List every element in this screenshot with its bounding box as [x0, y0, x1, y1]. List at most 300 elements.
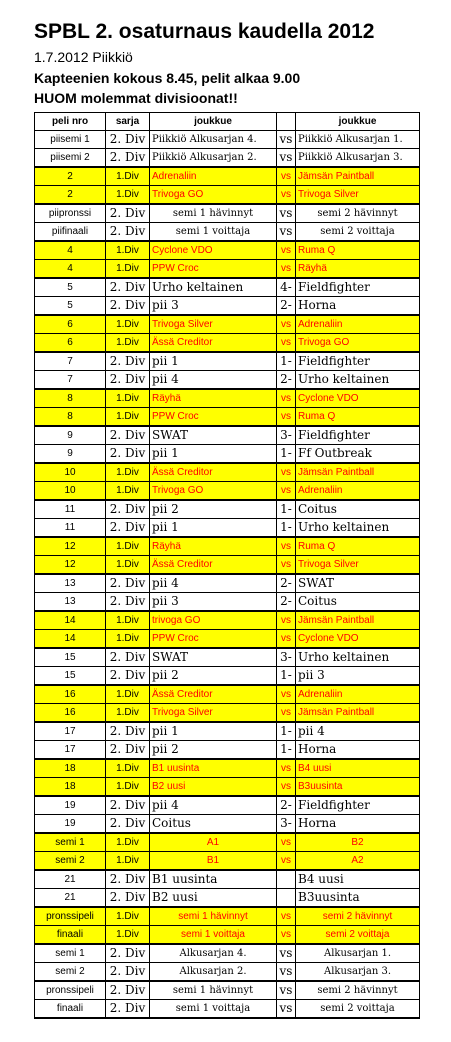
- cell-team2: Coitus: [296, 500, 420, 519]
- cell-game-nro: 16: [35, 685, 106, 704]
- table-row: [35, 389, 420, 408]
- cell-division: 2. Div: [106, 297, 150, 316]
- cell-game-nro: 12: [35, 556, 106, 575]
- cell-game-nro: 6: [35, 334, 106, 353]
- table-row: [35, 223, 420, 242]
- cell-game-nro: 8: [35, 408, 106, 427]
- table-row: [35, 315, 420, 334]
- table-row: [35, 667, 420, 686]
- cell-division: 1.Div: [106, 556, 150, 575]
- table-row: [35, 648, 420, 667]
- cell-team1: PPW Croc: [150, 408, 277, 427]
- cell-game-nro: semi 1: [35, 833, 106, 852]
- table-row: [35, 445, 420, 464]
- cell-team1: pii 3: [150, 297, 277, 316]
- cell-team1: Urho keltainen: [150, 278, 277, 297]
- cell-team1: semi 1 hävinnyt: [150, 907, 277, 926]
- table-row: [35, 537, 420, 556]
- table-row: [35, 870, 420, 889]
- table-row: [35, 611, 420, 630]
- cell-game-nro: piifinaali: [35, 223, 106, 242]
- cell-division: 2. Div: [106, 445, 150, 464]
- cell-vs: vs: [277, 1000, 296, 1019]
- cell-game-nro: piipronssi: [35, 204, 106, 223]
- table-row: [35, 963, 420, 982]
- cell-vs: 1-: [277, 500, 296, 519]
- cell-team1: B1 uusinta: [150, 870, 277, 889]
- cell-game-nro: 10: [35, 463, 106, 482]
- cell-team2: Adrenaliin: [296, 482, 420, 501]
- cell-division: 2. Div: [106, 741, 150, 760]
- cell-vs: vs: [277, 131, 296, 149]
- cell-team1: semi 1 voittaja: [150, 926, 277, 945]
- table-row: [35, 722, 420, 741]
- cell-game-nro: 13: [35, 574, 106, 593]
- table-row: [35, 334, 420, 353]
- cell-game-nro: 14: [35, 611, 106, 630]
- cell-vs: vs: [277, 852, 296, 871]
- cell-team1: A1: [150, 833, 277, 852]
- cell-team1: Trivoga GO: [150, 186, 277, 205]
- cell-team2: semi 2 hävinnyt: [296, 981, 420, 1000]
- cell-team1: Ässä Creditor: [150, 685, 277, 704]
- cell-game-nro: 13: [35, 593, 106, 612]
- cell-team1: pii 3: [150, 593, 277, 612]
- cell-division: 1.Div: [106, 537, 150, 556]
- cell-division: 1.Div: [106, 704, 150, 723]
- cell-division: 2. Div: [106, 131, 150, 149]
- cell-game-nro: 18: [35, 778, 106, 797]
- cell-vs: 3-: [277, 648, 296, 667]
- col-header-sarja: sarja: [106, 113, 150, 131]
- cell-team2: Adrenaliin: [296, 315, 420, 334]
- cell-vs: vs: [277, 389, 296, 408]
- cell-division: 2. Div: [106, 223, 150, 242]
- cell-division: 1.Div: [106, 778, 150, 797]
- table-row: [35, 131, 420, 149]
- cell-game-nro: 16: [35, 704, 106, 723]
- table-row: [35, 759, 420, 778]
- cell-team1: Trivoga Silver: [150, 315, 277, 334]
- cell-team1: Adrenaliin: [150, 167, 277, 186]
- cell-division: 1.Div: [106, 685, 150, 704]
- cell-team2: Fieldfighter: [296, 352, 420, 371]
- cell-division: 1.Div: [106, 833, 150, 852]
- cell-division: 2. Div: [106, 648, 150, 667]
- cell-division: 2. Div: [106, 870, 150, 889]
- event-date-location: 1.7.2012 Piikkiö: [34, 49, 133, 65]
- cell-team2: B3uusinta: [296, 889, 420, 908]
- cell-division: 2. Div: [106, 426, 150, 445]
- cell-division: 1.Div: [106, 389, 150, 408]
- cell-game-nro: 4: [35, 260, 106, 279]
- cell-vs: vs: [277, 463, 296, 482]
- cell-game-nro: 21: [35, 889, 106, 908]
- cell-team1: Piikkiö Alkusarjan 4.: [150, 131, 277, 149]
- cell-team2: Jämsän Paintball: [296, 167, 420, 186]
- table-row: [35, 704, 420, 723]
- cell-team2: Ruma Q: [296, 408, 420, 427]
- cell-vs: vs: [277, 685, 296, 704]
- table-row: [35, 944, 420, 963]
- cell-vs: 4-: [277, 278, 296, 297]
- cell-team1: Piikkiö Alkusarjan 2.: [150, 149, 277, 168]
- cell-game-nro: 19: [35, 796, 106, 815]
- cell-vs: vs: [277, 241, 296, 260]
- cell-game-nro: 2: [35, 167, 106, 186]
- cell-vs: 1-: [277, 667, 296, 686]
- cell-division: 2. Div: [106, 1000, 150, 1019]
- table-row: [35, 556, 420, 575]
- cell-team2: Cyclone VDO: [296, 630, 420, 649]
- cell-division: 2. Div: [106, 981, 150, 1000]
- table-row: [35, 482, 420, 501]
- cell-team2: Alkusarjan 1.: [296, 944, 420, 963]
- cell-division: 1.Div: [106, 334, 150, 353]
- cell-team2: semi 2 voittaja: [296, 223, 420, 242]
- cell-vs: vs: [277, 907, 296, 926]
- table-row: [35, 500, 420, 519]
- cell-vs: vs: [277, 482, 296, 501]
- cell-game-nro: piisemi 2: [35, 149, 106, 168]
- cell-team1: trivoga GO: [150, 611, 277, 630]
- table-row: [35, 352, 420, 371]
- cell-vs: [277, 870, 296, 889]
- cell-team2: Jämsän Paintball: [296, 704, 420, 723]
- cell-team1: Ässä Creditor: [150, 556, 277, 575]
- cell-team2: Ruma Q: [296, 537, 420, 556]
- table-row: [35, 833, 420, 852]
- cell-team1: pii 1: [150, 722, 277, 741]
- cell-game-nro: 21: [35, 870, 106, 889]
- cell-team1: semi 1 hävinnyt: [150, 981, 277, 1000]
- cell-game-nro: semi 2: [35, 963, 106, 982]
- cell-division: 2. Div: [106, 500, 150, 519]
- cell-team2: Jämsän Paintball: [296, 463, 420, 482]
- col-header-nro: peli nro: [35, 113, 106, 131]
- cell-team2: Ff Outbreak: [296, 445, 420, 464]
- cell-division: 2. Div: [106, 815, 150, 834]
- cell-team2: B4 uusi: [296, 759, 420, 778]
- cell-team2: Fieldfighter: [296, 278, 420, 297]
- table-row: [35, 815, 420, 834]
- cell-vs: 3-: [277, 426, 296, 445]
- cell-vs: vs: [277, 408, 296, 427]
- cell-team1: Trivoga GO: [150, 482, 277, 501]
- cell-vs: vs: [277, 963, 296, 982]
- table-row: [35, 408, 420, 427]
- table-row: [35, 778, 420, 797]
- table-row: [35, 463, 420, 482]
- cell-division: 1.Div: [106, 611, 150, 630]
- cell-team1: B1 uusinta: [150, 759, 277, 778]
- table-row: [35, 186, 420, 205]
- cell-vs: 1-: [277, 741, 296, 760]
- cell-team2: Horna: [296, 741, 420, 760]
- cell-team2: B3uusinta: [296, 778, 420, 797]
- cell-game-nro: piisemi 1: [35, 131, 106, 149]
- cell-game-nro: finaali: [35, 926, 106, 945]
- cell-division: 2. Div: [106, 352, 150, 371]
- cell-division: 1.Div: [106, 463, 150, 482]
- cell-division: 2. Div: [106, 796, 150, 815]
- cell-vs: vs: [277, 833, 296, 852]
- cell-vs: 2-: [277, 574, 296, 593]
- meeting-info: Kapteenien kokous 8.45, pelit alkaa 9.00: [34, 70, 301, 86]
- cell-team2: Fieldfighter: [296, 796, 420, 815]
- cell-team2: Trivoga Silver: [296, 556, 420, 575]
- cell-game-nro: 9: [35, 445, 106, 464]
- cell-team1: B2 uusi: [150, 778, 277, 797]
- cell-division: 2. Div: [106, 519, 150, 538]
- cell-team2: B4 uusi: [296, 870, 420, 889]
- cell-division: 2. Div: [106, 204, 150, 223]
- cell-team2: Piikkiö Alkusarjan 1.: [296, 131, 420, 149]
- cell-vs: vs: [277, 167, 296, 186]
- table-row: [35, 593, 420, 612]
- cell-vs: 1-: [277, 519, 296, 538]
- cell-team1: pii 2: [150, 500, 277, 519]
- table-row: [35, 426, 420, 445]
- cell-division: 1.Div: [106, 759, 150, 778]
- cell-game-nro: 7: [35, 352, 106, 371]
- table-row: [35, 1000, 420, 1019]
- cell-team1: Alkusarjan 4.: [150, 944, 277, 963]
- cell-team1: pii 2: [150, 741, 277, 760]
- cell-team2: semi 2 hävinnyt: [296, 204, 420, 223]
- cell-division: 2. Div: [106, 278, 150, 297]
- cell-division: 1.Div: [106, 315, 150, 334]
- table-row: [35, 796, 420, 815]
- table-header-row: [35, 113, 420, 131]
- cell-division: 1.Div: [106, 167, 150, 186]
- cell-vs: 2-: [277, 796, 296, 815]
- cell-game-nro: semi 2: [35, 852, 106, 871]
- cell-game-nro: 18: [35, 759, 106, 778]
- cell-team2: Piikkiö Alkusarjan 3.: [296, 149, 420, 168]
- cell-vs: vs: [277, 537, 296, 556]
- schedule-table: [34, 112, 420, 1019]
- cell-division: 1.Div: [106, 852, 150, 871]
- cell-team1: semi 1 voittaja: [150, 1000, 277, 1019]
- col-header-vs: [277, 113, 296, 131]
- cell-team2: Fieldfighter: [296, 426, 420, 445]
- cell-game-nro: 9: [35, 426, 106, 445]
- cell-division: 2. Div: [106, 963, 150, 982]
- cell-division: 1.Div: [106, 186, 150, 205]
- cell-team1: semi 1 hävinnyt: [150, 204, 277, 223]
- page-title: SPBL 2. osaturnaus kaudella 2012: [34, 20, 375, 43]
- cell-team2: Urho keltainen: [296, 371, 420, 390]
- cell-vs: vs: [277, 556, 296, 575]
- cell-vs: vs: [277, 704, 296, 723]
- cell-game-nro: 11: [35, 519, 106, 538]
- table-row: [35, 149, 420, 168]
- table-row: [35, 889, 420, 908]
- cell-team1: pii 4: [150, 796, 277, 815]
- cell-game-nro: 17: [35, 722, 106, 741]
- cell-division: 2. Div: [106, 889, 150, 908]
- cell-division: 1.Div: [106, 408, 150, 427]
- cell-vs: vs: [277, 186, 296, 205]
- cell-vs: vs: [277, 630, 296, 649]
- cell-division: 2. Div: [106, 944, 150, 963]
- cell-game-nro: 2: [35, 186, 106, 205]
- cell-game-nro: 15: [35, 648, 106, 667]
- cell-team1: Cyclone VDO: [150, 241, 277, 260]
- cell-team2: semi 2 hävinnyt: [296, 907, 420, 926]
- cell-division: 2. Div: [106, 149, 150, 168]
- cell-team2: Ruma Q: [296, 241, 420, 260]
- cell-team2: Alkusarjan 3.: [296, 963, 420, 982]
- cell-team1: pii 4: [150, 574, 277, 593]
- table-row: [35, 907, 420, 926]
- cell-team1: SWAT: [150, 648, 277, 667]
- cell-division: 2. Div: [106, 667, 150, 686]
- cell-division: 2. Div: [106, 722, 150, 741]
- table-row: [35, 852, 420, 871]
- col-header-team2: joukkue: [296, 113, 420, 131]
- cell-vs: vs: [277, 759, 296, 778]
- cell-vs: vs: [277, 260, 296, 279]
- cell-division: 1.Div: [106, 926, 150, 945]
- cell-game-nro: 17: [35, 741, 106, 760]
- cell-team1: Trivoga Silver: [150, 704, 277, 723]
- cell-team1: pii 1: [150, 352, 277, 371]
- cell-game-nro: 12: [35, 537, 106, 556]
- cell-game-nro: 11: [35, 500, 106, 519]
- cell-team1: B1: [150, 852, 277, 871]
- cell-team2: Cyclone VDO: [296, 389, 420, 408]
- cell-division: 1.Div: [106, 907, 150, 926]
- table-row: [35, 260, 420, 279]
- cell-vs: vs: [277, 223, 296, 242]
- cell-division: 2. Div: [106, 574, 150, 593]
- table-row: [35, 981, 420, 1000]
- cell-team2: Coitus: [296, 593, 420, 612]
- cell-vs: 2-: [277, 371, 296, 390]
- cell-team2: Urho keltainen: [296, 648, 420, 667]
- cell-division: 2. Div: [106, 371, 150, 390]
- cell-team1: pii 1: [150, 445, 277, 464]
- cell-vs: 1-: [277, 722, 296, 741]
- cell-team2: semi 2 voittaja: [296, 926, 420, 945]
- cell-vs: vs: [277, 315, 296, 334]
- cell-team2: A2: [296, 852, 420, 871]
- cell-division: 1.Div: [106, 260, 150, 279]
- table-row: [35, 926, 420, 945]
- cell-team1: Ässä Creditor: [150, 463, 277, 482]
- table-row: [35, 278, 420, 297]
- table-row: [35, 297, 420, 316]
- table-row: [35, 167, 420, 186]
- cell-vs: vs: [277, 926, 296, 945]
- cell-division: 2. Div: [106, 593, 150, 612]
- cell-game-nro: 19: [35, 815, 106, 834]
- cell-game-nro: 7: [35, 371, 106, 390]
- col-header-team1: joukkue: [150, 113, 277, 131]
- cell-game-nro: 8: [35, 389, 106, 408]
- cell-division: 1.Div: [106, 482, 150, 501]
- table-row: [35, 630, 420, 649]
- table-row: [35, 241, 420, 260]
- cell-team1: SWAT: [150, 426, 277, 445]
- cell-team2: Adrenaliin: [296, 685, 420, 704]
- cell-team1: pii 1: [150, 519, 277, 538]
- table-row: [35, 574, 420, 593]
- cell-vs: vs: [277, 149, 296, 168]
- cell-game-nro: 4: [35, 241, 106, 260]
- document-header: [34, 0, 444, 107]
- cell-game-nro: pronssipeli: [35, 981, 106, 1000]
- cell-game-nro: 15: [35, 667, 106, 686]
- table-row: [35, 204, 420, 223]
- cell-division: 1.Div: [106, 630, 150, 649]
- cell-team1: semi 1 voittaja: [150, 223, 277, 242]
- cell-team2: Räyhä: [296, 260, 420, 279]
- cell-vs: vs: [277, 611, 296, 630]
- cell-team2: Jämsän Paintball: [296, 611, 420, 630]
- cell-game-nro: pronssipeli: [35, 907, 106, 926]
- cell-team1: Ässä Creditor: [150, 334, 277, 353]
- cell-vs: 3-: [277, 815, 296, 834]
- cell-vs: [277, 889, 296, 908]
- cell-vs: vs: [277, 944, 296, 963]
- cell-team1: Coitus: [150, 815, 277, 834]
- table-row: [35, 685, 420, 704]
- cell-team1: Räyhä: [150, 537, 277, 556]
- cell-vs: 1-: [277, 352, 296, 371]
- cell-game-nro: 5: [35, 297, 106, 316]
- cell-game-nro: 6: [35, 315, 106, 334]
- cell-team2: pii 3: [296, 667, 420, 686]
- cell-vs: 1-: [277, 445, 296, 464]
- cell-team1: PPW Croc: [150, 630, 277, 649]
- schedule-rows: [35, 131, 420, 1019]
- cell-team2: semi 2 voittaja: [296, 1000, 420, 1019]
- cell-vs: vs: [277, 334, 296, 353]
- cell-team2: pii 4: [296, 722, 420, 741]
- cell-team1: Alkusarjan 2.: [150, 963, 277, 982]
- cell-team2: Horna: [296, 297, 420, 316]
- cell-team1: PPW Croc: [150, 260, 277, 279]
- cell-game-nro: finaali: [35, 1000, 106, 1019]
- cell-vs: vs: [277, 981, 296, 1000]
- cell-team2: Horna: [296, 815, 420, 834]
- cell-team1: B2 uusi: [150, 889, 277, 908]
- cell-division: 1.Div: [106, 241, 150, 260]
- cell-vs: vs: [277, 204, 296, 223]
- cell-team2: Trivoga GO: [296, 334, 420, 353]
- cell-game-nro: 10: [35, 482, 106, 501]
- table-row: [35, 519, 420, 538]
- table-row: [35, 371, 420, 390]
- cell-vs: 2-: [277, 297, 296, 316]
- cell-game-nro: 14: [35, 630, 106, 649]
- cell-team2: Trivoga Silver: [296, 186, 420, 205]
- table-row: [35, 741, 420, 760]
- cell-vs: vs: [277, 778, 296, 797]
- cell-team2: Urho keltainen: [296, 519, 420, 538]
- cell-game-nro: semi 1: [35, 944, 106, 963]
- cell-team2: SWAT: [296, 574, 420, 593]
- division-note: HUOM molemmat divisioonat!!: [34, 90, 238, 106]
- cell-game-nro: 5: [35, 278, 106, 297]
- cell-team1: pii 4: [150, 371, 277, 390]
- cell-team1: pii 2: [150, 667, 277, 686]
- cell-team1: Räyhä: [150, 389, 277, 408]
- cell-vs: 2-: [277, 593, 296, 612]
